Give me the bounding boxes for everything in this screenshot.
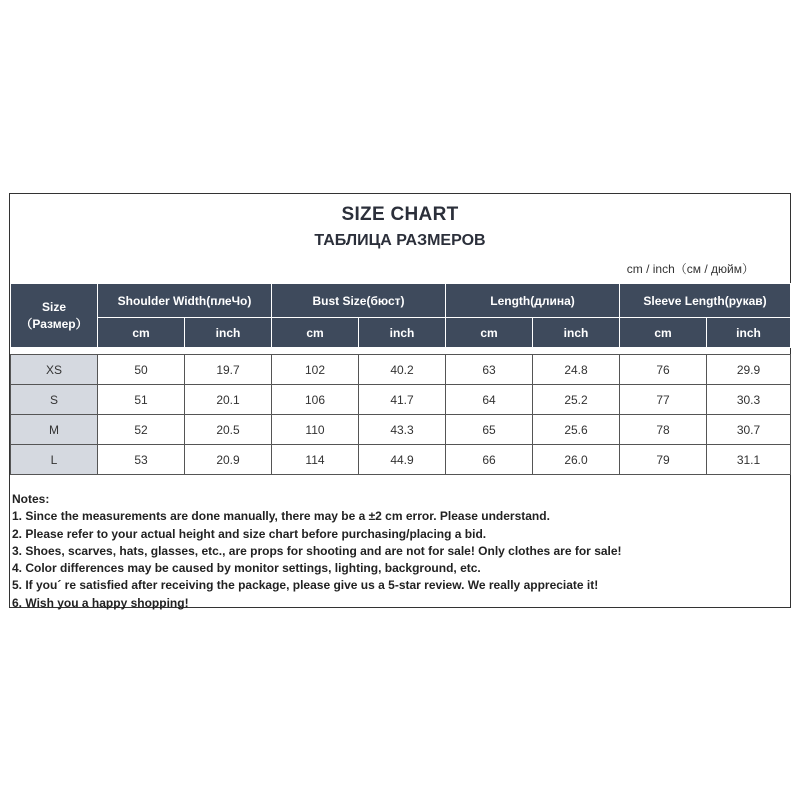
sleeve-length-header: Sleeve Length(рукав) bbox=[620, 284, 791, 318]
unit-header-cm: cm bbox=[620, 318, 707, 348]
table-cell: 76 bbox=[620, 355, 707, 385]
size-cell: S bbox=[11, 385, 98, 415]
table-cell: 41.7 bbox=[359, 385, 446, 415]
unit-header-cm: cm bbox=[98, 318, 185, 348]
table-cell: 29.9 bbox=[707, 355, 791, 385]
chart-subtitle: ТАБЛИЦА РАЗМЕРОВ bbox=[314, 232, 486, 249]
notes-section bbox=[12, 491, 622, 612]
table-cell: 43.3 bbox=[359, 415, 446, 445]
note-item: 5. If you´ re satisfied after receiving the package, please give us a 5-star review. We really appreciate it! bbox=[12, 578, 599, 593]
size-cell: XS bbox=[11, 355, 98, 385]
table-cell: 44.9 bbox=[359, 445, 446, 475]
table-cell: 102 bbox=[272, 355, 359, 385]
table-cell: 30.7 bbox=[707, 415, 791, 445]
table-cell: 25.6 bbox=[533, 415, 620, 445]
size-cell: M bbox=[11, 415, 98, 445]
note-item: 1. Since the measurements are done manually, there may be a ±2 cm error. Please understand. bbox=[12, 509, 550, 524]
table-cell: 79 bbox=[620, 445, 707, 475]
table-cell: 52 bbox=[98, 415, 185, 445]
table-cell: 64 bbox=[446, 385, 533, 415]
table-cell: 51 bbox=[98, 385, 185, 415]
unit-header-inch: inch bbox=[359, 318, 446, 348]
table-cell: 65 bbox=[446, 415, 533, 445]
size-column-header bbox=[11, 284, 98, 348]
table-row bbox=[11, 385, 791, 415]
table-cell: 20.1 bbox=[185, 385, 272, 415]
table-cell: 106 bbox=[272, 385, 359, 415]
table-cell: 40.2 bbox=[359, 355, 446, 385]
table-cell: 53 bbox=[98, 445, 185, 475]
table-cell: 31.1 bbox=[707, 445, 791, 475]
table-cell: 78 bbox=[620, 415, 707, 445]
unit-header-cm: cm bbox=[272, 318, 359, 348]
table-cell: 30.3 bbox=[707, 385, 791, 415]
unit-header-cm: cm bbox=[446, 318, 533, 348]
table-cell: 25.2 bbox=[533, 385, 620, 415]
note-item: 2. Please refer to your actual height and size chart before purchasing/placing a bid. bbox=[12, 526, 487, 541]
unit-header-inch: inch bbox=[533, 318, 620, 348]
unit-header-inch: inch bbox=[707, 318, 791, 348]
table-cell: 24.8 bbox=[533, 355, 620, 385]
length-header: Length(длина) bbox=[446, 284, 620, 318]
table-cell: 26.0 bbox=[533, 445, 620, 475]
table-cell: 20.9 bbox=[185, 445, 272, 475]
table-cell: 63 bbox=[446, 355, 533, 385]
size-header-label: Size bbox=[41, 299, 66, 314]
notes-heading: Notes: bbox=[12, 492, 50, 506]
table-cell: 19.7 bbox=[185, 355, 272, 385]
table-row bbox=[11, 355, 791, 385]
size-header-label-ru: （Размер） bbox=[20, 316, 88, 331]
note-item: 6. Wish you a happy shopping! bbox=[12, 595, 189, 610]
table-cell: 114 bbox=[272, 445, 359, 475]
note-item: 4. Color differences may be caused by monitor settings, lighting, background, etc. bbox=[12, 561, 481, 576]
size-cell: L bbox=[11, 445, 98, 475]
size-chart bbox=[9, 193, 791, 608]
size-table bbox=[10, 283, 791, 475]
shoulder-width-header: Shoulder Width(плеЧо) bbox=[98, 284, 272, 318]
table-row bbox=[11, 445, 791, 475]
chart-title: SIZE CHART bbox=[341, 204, 459, 225]
table-cell: 50 bbox=[98, 355, 185, 385]
units-label: cm / inch（см / дюйм） bbox=[626, 262, 754, 276]
table-cell: 110 bbox=[272, 415, 359, 445]
table-row bbox=[11, 415, 791, 445]
table-cell: 20.5 bbox=[185, 415, 272, 445]
table-cell: 77 bbox=[620, 385, 707, 415]
table-cell: 66 bbox=[446, 445, 533, 475]
unit-header-inch: inch bbox=[185, 318, 272, 348]
bust-size-header: Bust Size(бюст) bbox=[272, 284, 446, 318]
note-item: 3. Shoes, scarves, hats, glasses, etc., are props for shooting and are not for sale! Only clothes are for sale! bbox=[12, 543, 622, 558]
